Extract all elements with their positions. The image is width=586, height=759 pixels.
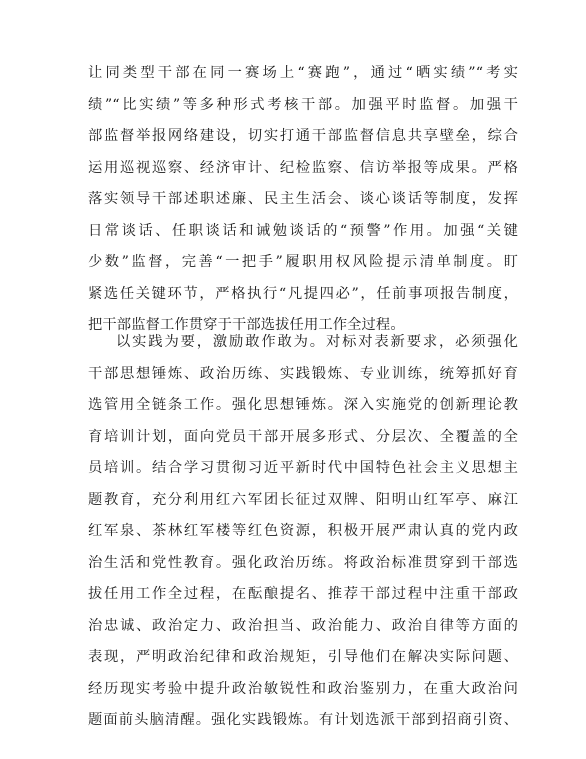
paragraph-line: 经历现实考验中提升政治敏锐性和政治鉴别力，在重大政治问	[88, 680, 518, 697]
paragraph-line: 以实践为要，激励敢作敢为。对标对表新要求，必须强化	[116, 334, 518, 350]
paragraph-line: 育培训计划，面向党员干部开展多形式、分层次、全覆盖的全	[88, 428, 518, 445]
paragraph-line: 表现，严明政治纪律和政治规矩，引导他们在解决实际问题、	[88, 649, 518, 665]
paragraph-line: 落实领导干部述职述廉、民主生活会、谈心谈话等制度，发挥	[88, 191, 518, 207]
paragraph-line: 部监督举报网络建设，切实打通干部监督信息共享壁垒，综合	[88, 128, 518, 144]
paragraph-line: 题面前头脑清醒。强化实践锻炼。有计划选派干部到招商引资、	[88, 712, 518, 728]
paragraph-line: 让同类型干部在同一赛场上“赛跑”，通过“晒实绩”“考实	[88, 65, 518, 81]
paragraph-line: 拔任用工作全过程，在酝酿提名、推荐干部过程中注重干部政	[88, 586, 518, 602]
paragraph-line: 员培训。结合学习贯彻习近平新时代中国特色社会主义思想主	[88, 460, 518, 476]
paragraph-line: 日常谈话、任职谈话和诫勉谈话的“预警”作用。加强“关键	[88, 222, 518, 239]
paragraph-1	[88, 58, 518, 342]
paragraph-line: 绩”“比实绩”等多种形式考核干部。加强平时监督。加强干	[88, 96, 518, 113]
paragraph-line: 治忠诚、政治定力、政治担当、政治能力、政治自律等方面的	[88, 617, 518, 634]
paragraph-line: 把干部监督工作贯穿于干部选拔任用工作全过程。	[88, 317, 405, 333]
paragraph-line: 少数”监督，完善“一把手”履职用权风险提示清单制度。盯	[88, 254, 518, 270]
paragraph-2	[88, 327, 518, 737]
paragraph-line: 选管用全链条工作。强化思想锤炼。深入实施党的创新理论教	[88, 397, 518, 413]
paragraph-line: 红军泉、茶林红军楼等红色资源，积极开展严肃认真的党内政	[88, 523, 518, 539]
paragraph-line: 紧选任关键环节，严格执行“凡提四必”，任前事项报告制度，	[88, 285, 518, 302]
paragraph-line: 干部思想锤炼、政治历练、实践锻炼、专业训练，统筹抓好育	[88, 365, 518, 382]
paragraph-line: 治生活和党性教育。强化政治历练。将政治标准贯穿到干部选	[88, 554, 518, 571]
paragraph-line: 运用巡视巡察、经济审计、纪检监察、信访举报等成果。严格	[88, 159, 518, 176]
paragraph-line: 题教育，充分利用红六军团长征过双牌、阳明山红军亭、麻江	[88, 491, 518, 508]
